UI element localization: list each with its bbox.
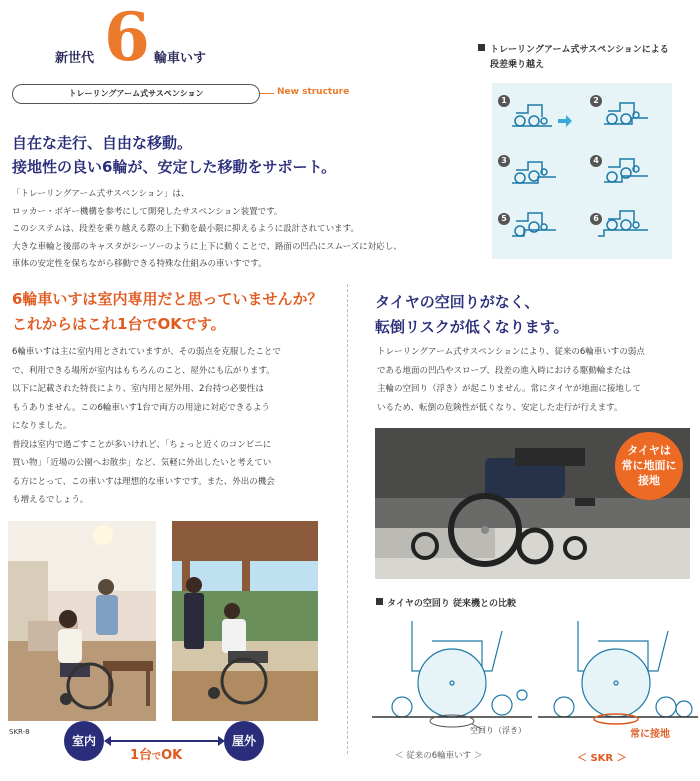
title-number: 6 bbox=[104, 0, 150, 76]
diagram-bullet bbox=[478, 44, 485, 51]
step-5-wheelchair-icon bbox=[512, 213, 556, 236]
new-structure-label: New structure bbox=[277, 87, 350, 97]
step-number: 6 bbox=[590, 213, 602, 225]
body-line: で、利用できる場所が室内はもちろんのこと、屋外にも広がります。 bbox=[12, 365, 275, 376]
body-line: もうありません。この6輪車いす1台で両方の用途に対応できるよう bbox=[12, 402, 270, 413]
step-2-wheelchair-icon bbox=[604, 103, 648, 124]
conventional-wheelchair-illustration bbox=[372, 611, 532, 741]
lead-line-1: 自在な走行、自由な移動。 bbox=[12, 134, 193, 152]
lead-line-2: 接地性の良い6輪が、安定した移動をサポート。 bbox=[12, 158, 337, 176]
title-suffix: 輪車いす bbox=[154, 51, 207, 66]
step-number: 4 bbox=[590, 155, 602, 167]
right-body bbox=[377, 343, 697, 417]
diagram-title: トレーリングアーム式サスペンションによる bbox=[490, 45, 669, 55]
badge-line: 接地 bbox=[638, 474, 660, 487]
indoor-photo bbox=[8, 521, 156, 721]
de-text: で bbox=[152, 752, 162, 762]
pill-connector bbox=[260, 93, 274, 94]
indoor-badge: 室内 bbox=[64, 721, 104, 761]
body-line: も増えるでしょう。 bbox=[12, 495, 89, 505]
body-line: 普段は室内で過ごすことが多いけれど、「ちょっと近くのコンビニに bbox=[12, 439, 272, 450]
body-line: 6輪車いすは主に室内用とされていますが、その弱点を克服したことで bbox=[12, 347, 281, 357]
left-headline-2: これからはこれ1台でOKです。 bbox=[12, 315, 226, 333]
diagram-subtitle: 段差乗り越え bbox=[490, 60, 545, 70]
badge-line: 常に地面に bbox=[621, 459, 677, 472]
intro-line: このシステムは、段差を乗り越える際の上下動を最小限に抑えるように設計されています。 bbox=[12, 224, 359, 234]
step-3-wheelchair-icon bbox=[512, 162, 556, 183]
outdoor-photo bbox=[172, 521, 318, 721]
body-line: になりました。 bbox=[12, 421, 72, 431]
double-arrow bbox=[108, 740, 220, 742]
left-body bbox=[12, 343, 342, 510]
step-4-wheelchair-icon bbox=[604, 159, 648, 182]
step-diagram bbox=[492, 83, 672, 259]
ground-contact-badge bbox=[615, 432, 683, 500]
intro-line: 「トレーリングアーム式サスペンション」は、 bbox=[12, 189, 190, 199]
arrow-right-icon bbox=[218, 736, 225, 746]
badge-line: タイヤは bbox=[627, 444, 671, 457]
body-line: 以下に記載された特長により、室内用と屋外用、2台持つ必要性は bbox=[12, 384, 264, 394]
body-line: である地面の凹凸やスロープ、段差の進入時における駆動輪または bbox=[377, 365, 631, 376]
compare-title: タイヤの空回り 従来機との比較 bbox=[387, 599, 516, 609]
float-label: 空回り（浮き） bbox=[470, 726, 526, 735]
intro-line: 大きな車輪と後部のキャスタがシーソーのように上下に動くことで、路面の凹凸にスムーズに対応し、 bbox=[12, 241, 402, 252]
always-contact-label: 常に接地 bbox=[630, 729, 670, 740]
compare-bullet bbox=[376, 598, 383, 605]
intro-paragraph bbox=[12, 186, 402, 274]
step-number: 3 bbox=[498, 155, 510, 167]
one-unit-ok bbox=[130, 744, 182, 763]
step-6-wheelchair-icon bbox=[598, 211, 648, 236]
outdoor-badge: 屋外 bbox=[224, 721, 264, 761]
feature-pill: トレーリングアーム式サスペンション bbox=[12, 84, 260, 104]
step-number: 1 bbox=[498, 95, 510, 107]
model-code: SKR-8 bbox=[9, 728, 30, 736]
body-line: トレーリングアーム式サスペンションにより、従来の6輪車いすの弱点 bbox=[377, 347, 645, 357]
left-headline-1: 6輪車いすは室内専用だと思っていませんか？ bbox=[12, 290, 323, 308]
right-headline-2: 転倒リスクが低くなります。 bbox=[375, 318, 569, 336]
ok-text: OK bbox=[161, 748, 183, 763]
title-prefix: 新世代 bbox=[55, 51, 95, 66]
step-number: 2 bbox=[590, 95, 602, 107]
intro-line: 車体の安定性を保ちながら移動できる特殊な仕組みの車いすです。 bbox=[12, 259, 267, 269]
body-line: いるため、転倒の危険性が低くなり、安定した走行が行えます。 bbox=[377, 402, 623, 413]
skr-wheelchair-illustration bbox=[538, 611, 698, 741]
step-arrow-icon bbox=[558, 115, 572, 127]
body-line: 主輪の空回り（浮き）が起こりません。常にタイヤが地面に接地して bbox=[377, 384, 641, 394]
arrow-left-icon bbox=[104, 736, 111, 746]
skr-caption: ＜ SKR ＞ bbox=[577, 753, 627, 764]
right-headline-1: タイヤの空回りがなく、 bbox=[375, 293, 540, 311]
step-1-wheelchair-icon bbox=[512, 105, 552, 126]
step-number: 5 bbox=[498, 213, 510, 225]
one-unit-text: 1台 bbox=[130, 748, 153, 763]
body-line: る方にとって、この車いすは理想的な車いすです。また、外出の機会 bbox=[12, 476, 275, 487]
body-line: 買い物」「近場の公園へお散歩」など、気軽に外出したいと考えてい bbox=[12, 458, 272, 468]
column-divider bbox=[347, 284, 348, 754]
conventional-caption: ＜ 従来の6輪車いす ＞ bbox=[395, 751, 483, 761]
intro-line: ロッカー・ボギー機構を参考にして開発したサスペンション装置です。 bbox=[12, 206, 283, 217]
step-diagram-panel bbox=[492, 83, 672, 259]
